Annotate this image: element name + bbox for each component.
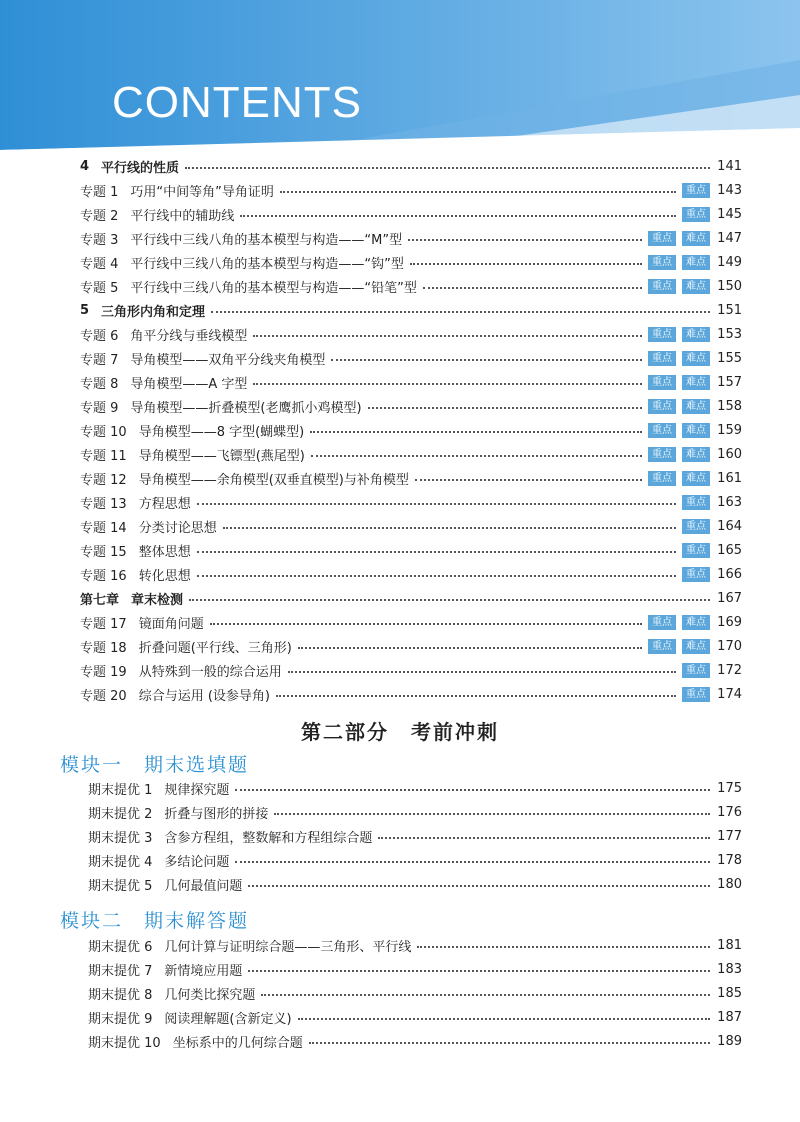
- entry-title: 角平分线与垂线模型: [130, 328, 248, 344]
- entry-number: 4: [80, 158, 90, 174]
- toc-entry[interactable]: [80, 179, 742, 201]
- entry-title: 平行线的性质: [101, 160, 180, 176]
- entry-title: 三角形内角和定理: [101, 304, 206, 320]
- page-number: 141: [717, 158, 742, 174]
- toc-entry[interactable]: [80, 203, 742, 225]
- entry-number: 专题 20: [80, 688, 127, 704]
- dot-leader: [189, 599, 710, 601]
- entry-title: 多结论问题: [164, 854, 230, 870]
- key-point-badge: 重点: [682, 687, 710, 702]
- entry-title: 导角模型——折叠模型(老鹰抓小鸡模型): [130, 400, 362, 416]
- entry-title: 阅读理解题(含新定义): [164, 1011, 292, 1027]
- key-point-badge: 重点: [682, 183, 710, 198]
- difficult-point-badge: 难点: [682, 351, 710, 366]
- dot-leader: [274, 813, 710, 815]
- page-number: 181: [717, 937, 742, 953]
- dot-leader: [331, 359, 642, 361]
- key-point-badge: 重点: [648, 639, 676, 654]
- entry-number: 专题 11: [80, 448, 127, 464]
- page-number: 180: [717, 876, 742, 892]
- page-number: 172: [717, 662, 742, 678]
- entry-title: 几何类比探究题: [164, 987, 256, 1003]
- dot-leader: [248, 970, 710, 972]
- dot-leader: [288, 671, 676, 673]
- key-point-badge: 重点: [648, 255, 676, 270]
- dot-leader: [253, 383, 642, 385]
- key-point-badge: 重点: [682, 567, 710, 582]
- difficult-point-badge: 难点: [682, 255, 710, 270]
- entry-number: 专题 17: [80, 616, 127, 632]
- toc-entry[interactable]: [80, 491, 742, 513]
- difficult-point-badge: 难点: [682, 327, 710, 342]
- entry-title: 平行线中三线八角的基本模型与构造——“M”型: [130, 232, 403, 248]
- page-number: 161: [717, 470, 742, 486]
- dot-leader: [298, 647, 642, 649]
- entry-number: 第七章: [80, 592, 120, 608]
- entry-number: 专题 5: [80, 280, 119, 296]
- page-number: 169: [717, 614, 742, 630]
- entry-number: 专题 15: [80, 544, 127, 560]
- dot-leader: [197, 551, 676, 553]
- page-number: 145: [717, 206, 742, 222]
- entry-number: 专题 8: [80, 376, 119, 392]
- difficult-point-badge: 难点: [682, 231, 710, 246]
- entry-number: 专题 9: [80, 400, 119, 416]
- dot-leader: [240, 215, 676, 217]
- entry-number: 期末提优 3: [88, 830, 153, 846]
- difficult-point-badge: 难点: [682, 447, 710, 462]
- page-number: 170: [717, 638, 742, 654]
- toc-entry[interactable]: [88, 934, 742, 956]
- page-number: 150: [717, 278, 742, 294]
- key-point-badge: 重点: [682, 663, 710, 678]
- toc-entry[interactable]: [80, 323, 742, 345]
- toc-entry[interactable]: [88, 801, 742, 823]
- dot-leader: [185, 167, 710, 169]
- entry-number: 期末提优 10: [88, 1035, 161, 1051]
- toc-entry[interactable]: [80, 299, 742, 321]
- toc-entry[interactable]: [80, 371, 742, 393]
- toc-entry[interactable]: [80, 251, 742, 273]
- toc-entry[interactable]: [88, 982, 742, 1004]
- entry-number: 期末提优 8: [88, 987, 153, 1003]
- entry-number: 专题 10: [80, 424, 127, 440]
- toc-entry[interactable]: [88, 958, 742, 980]
- page-number: 157: [717, 374, 742, 390]
- key-point-badge: 重点: [648, 351, 676, 366]
- entry-title: 折叠问题(平行线、三角形): [138, 640, 292, 656]
- page-number: 189: [717, 1033, 742, 1049]
- dot-leader: [197, 503, 676, 505]
- toc-entry[interactable]: [88, 1030, 742, 1052]
- entry-title: 巧用“中间等角”导角证明: [130, 184, 274, 200]
- toc-entry[interactable]: [80, 539, 742, 561]
- entry-title: 折叠与图形的拼接: [164, 806, 269, 822]
- entry-title: 导角模型——A 字型: [130, 376, 248, 392]
- entry-title: 平行线中的辅助线: [130, 208, 235, 224]
- entry-number: 专题 14: [80, 520, 127, 536]
- entry-number: 专题 3: [80, 232, 119, 248]
- module-two-title: 模块二 期末解答题: [60, 910, 250, 932]
- key-point-badge: 重点: [648, 231, 676, 246]
- page-number: 143: [717, 182, 742, 198]
- entry-title: 整体思想: [138, 544, 191, 560]
- entry-number: 期末提优 5: [88, 878, 153, 894]
- entry-title: 镜面角问题: [138, 616, 204, 632]
- dot-leader: [210, 623, 642, 625]
- page-number: 149: [717, 254, 742, 270]
- entry-number: 期末提优 2: [88, 806, 153, 822]
- entry-number: 专题 16: [80, 568, 127, 584]
- key-point-badge: 重点: [682, 207, 710, 222]
- entry-title: 规律探究题: [164, 782, 230, 798]
- entry-number: 专题 1: [80, 184, 119, 200]
- dot-leader: [298, 1018, 710, 1020]
- page-number: 174: [717, 686, 742, 702]
- toc-entry[interactable]: [88, 825, 742, 847]
- entry-number: 专题 13: [80, 496, 127, 512]
- toc-entry[interactable]: [80, 515, 742, 537]
- dot-leader: [309, 1042, 710, 1044]
- dot-leader: [408, 239, 642, 241]
- toc-entry[interactable]: [80, 659, 742, 681]
- toc-entry[interactable]: [80, 347, 742, 369]
- entry-number: 期末提优 9: [88, 1011, 153, 1027]
- key-point-badge: 重点: [682, 495, 710, 510]
- toc-entry[interactable]: [80, 635, 742, 657]
- toc-entry[interactable]: [88, 849, 742, 871]
- page-number: 176: [717, 804, 742, 820]
- page-number: 175: [717, 780, 742, 796]
- entry-title: 导角模型——8 字型(蝴蝶型): [138, 424, 305, 440]
- entry-title: 转化思想: [138, 568, 191, 584]
- page-number: 153: [717, 326, 742, 342]
- page-number: 187: [717, 1009, 742, 1025]
- toc-entry[interactable]: [80, 395, 742, 417]
- key-point-badge: 重点: [648, 327, 676, 342]
- dot-leader: [253, 335, 642, 337]
- difficult-point-badge: 难点: [682, 279, 710, 294]
- entry-title: 几何最值问题: [164, 878, 243, 894]
- contents-title: CONTENTS: [112, 78, 362, 127]
- key-point-badge: 重点: [648, 615, 676, 630]
- page-number: 158: [717, 398, 742, 414]
- difficult-point-badge: 难点: [682, 423, 710, 438]
- entry-number: 专题 12: [80, 472, 127, 488]
- entry-title: 导角模型——飞镖型(燕尾型): [138, 448, 305, 464]
- dot-leader: [417, 946, 710, 948]
- entry-title: 导角模型——余角模型(双垂直模型)与补角模型: [138, 472, 409, 488]
- toc-entry[interactable]: [88, 873, 742, 895]
- page-number: 167: [717, 590, 742, 606]
- toc-entry[interactable]: [80, 683, 742, 705]
- entry-title: 坐标系中的几何综合题: [172, 1035, 303, 1051]
- dot-leader: [415, 479, 642, 481]
- dot-leader: [410, 263, 642, 265]
- toc-entry[interactable]: [80, 587, 742, 609]
- toc-entry[interactable]: [80, 563, 742, 585]
- key-point-badge: 重点: [648, 423, 676, 438]
- entry-number: 专题 18: [80, 640, 127, 656]
- key-point-badge: 重点: [682, 519, 710, 534]
- page-number: 177: [717, 828, 742, 844]
- dot-leader: [211, 311, 710, 313]
- dot-leader: [197, 575, 676, 577]
- page-number: 155: [717, 350, 742, 366]
- entry-title: 几何计算与证明综合题——三角形、平行线: [164, 939, 412, 955]
- page-number: 165: [717, 542, 742, 558]
- dot-leader: [235, 789, 710, 791]
- toc-entry[interactable]: [80, 611, 742, 633]
- dot-leader: [223, 527, 676, 529]
- page-number: 151: [717, 302, 742, 318]
- key-point-badge: 重点: [648, 471, 676, 486]
- toc-entry[interactable]: [80, 467, 742, 489]
- difficult-point-badge: 难点: [682, 615, 710, 630]
- page-number: 147: [717, 230, 742, 246]
- key-point-badge: 重点: [682, 543, 710, 558]
- toc-entry[interactable]: [88, 777, 742, 799]
- page-number: 185: [717, 985, 742, 1001]
- entry-number: 专题 6: [80, 328, 119, 344]
- toc-entry[interactable]: [80, 275, 742, 297]
- entry-title: 分类讨论思想: [138, 520, 217, 536]
- module-one-title: 模块一 期末选填题: [60, 754, 250, 776]
- entry-title: 平行线中三线八角的基本模型与构造——“铅笔”型: [130, 280, 417, 296]
- entry-number: 5: [80, 302, 90, 318]
- entry-number: 期末提优 7: [88, 963, 153, 979]
- entry-title: 方程思想: [138, 496, 191, 512]
- dot-leader: [311, 455, 642, 457]
- dot-leader: [423, 287, 642, 289]
- dot-leader: [248, 885, 710, 887]
- dot-leader: [280, 191, 676, 193]
- toc-entry[interactable]: [80, 443, 742, 465]
- dot-leader: [235, 861, 710, 863]
- part-two-title: 第二部分 考前冲刺: [301, 720, 499, 744]
- page-number: 166: [717, 566, 742, 582]
- entry-number: 专题 7: [80, 352, 119, 368]
- difficult-point-badge: 难点: [682, 399, 710, 414]
- entry-number: 专题 19: [80, 664, 127, 680]
- dot-leader: [378, 837, 710, 839]
- entry-number: 期末提优 6: [88, 939, 153, 955]
- entry-title: 从特殊到一般的综合运用: [138, 664, 282, 680]
- entry-number: 期末提优 4: [88, 854, 153, 870]
- page-number: 163: [717, 494, 742, 510]
- dot-leader: [276, 695, 676, 697]
- entry-title: 新情境应用题: [164, 963, 243, 979]
- difficult-point-badge: 难点: [682, 471, 710, 486]
- difficult-point-badge: 难点: [682, 639, 710, 654]
- dot-leader: [261, 994, 710, 996]
- dot-leader: [368, 407, 642, 409]
- key-point-badge: 重点: [648, 279, 676, 294]
- page-number: 159: [717, 422, 742, 438]
- entry-number: 专题 2: [80, 208, 119, 224]
- dot-leader: [310, 431, 642, 433]
- page-number: 178: [717, 852, 742, 868]
- entry-title: 章末检测: [131, 592, 184, 608]
- entry-number: 专题 4: [80, 256, 119, 272]
- key-point-badge: 重点: [648, 375, 676, 390]
- entry-number: 期末提优 1: [88, 782, 153, 798]
- key-point-badge: 重点: [648, 399, 676, 414]
- toc-entry[interactable]: [88, 1006, 742, 1028]
- entry-title: 综合与运用 (设参导角): [138, 688, 270, 704]
- page-number: 183: [717, 961, 742, 977]
- page-number: 160: [717, 446, 742, 462]
- entry-title: 平行线中三线八角的基本模型与构造——“钩”型: [130, 256, 404, 272]
- toc-entry[interactable]: [80, 155, 742, 177]
- key-point-badge: 重点: [648, 447, 676, 462]
- page-number: 164: [717, 518, 742, 534]
- toc-entry[interactable]: [80, 419, 742, 441]
- entry-title: 含参方程组，整数解和方程组综合题: [164, 830, 373, 846]
- difficult-point-badge: 难点: [682, 375, 710, 390]
- toc-entry[interactable]: [80, 227, 742, 249]
- entry-title: 导角模型——双角平分线夹角模型: [130, 352, 326, 368]
